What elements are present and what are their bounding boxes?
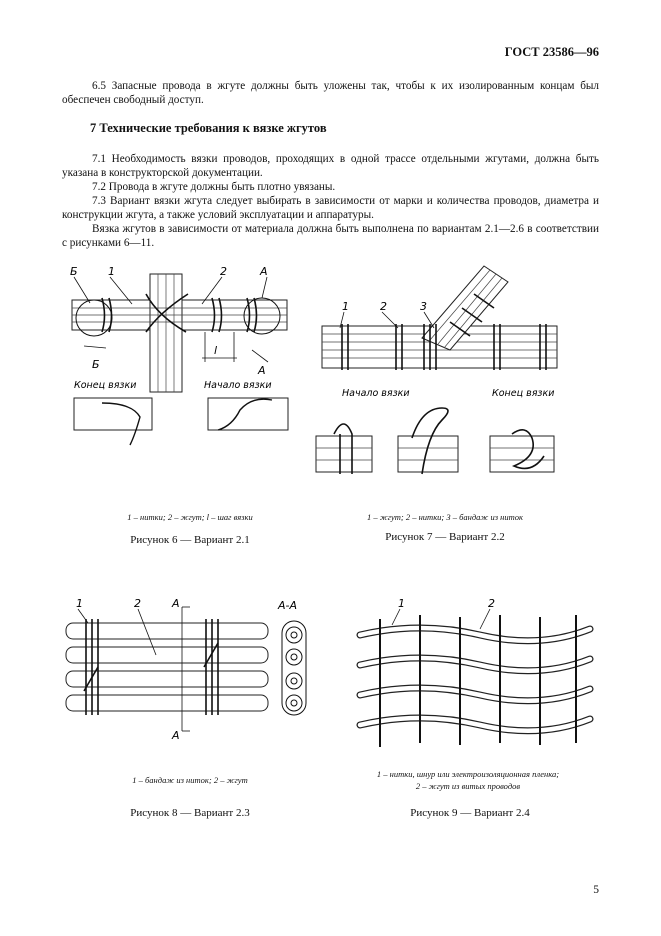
fig6-sub-left: Конец вязки (74, 380, 137, 391)
figure-8-drawing (60, 595, 325, 745)
figure-6-caption: Рисунок 6 — Вариант 2.1 (130, 534, 250, 546)
section-title: 7 Технические требования к вязке жгутов (90, 121, 327, 135)
fig9-label-1: 1 (398, 597, 405, 610)
fig6-label-2: 2 (220, 265, 227, 278)
document-header: ГОСТ 23586—96 (504, 45, 599, 59)
fig6-label-1: 1 (108, 265, 115, 278)
fig8-label-1: 1 (76, 597, 83, 610)
fig9-label-2: 2 (488, 597, 495, 610)
page-number: 5 (593, 884, 599, 896)
figure-9-legend-line-1: 1 – нитки, шнур или электроизоляционная пленка; (376, 769, 560, 779)
figure-8-legend: 1 – бандаж из ниток; 2 – жгут (132, 775, 248, 785)
paragraph-7-3: 7.3 Вариант вязки жгута следует выбирать в зависимости от марки и количества проводов, диаметра и конструкции жгута, а также условий эксплуатации и аппаратуры. (62, 195, 599, 221)
paragraph-7-2: 7.2 Провода в жгуте должны быть плотно увязаны. (92, 181, 336, 193)
fig6-label-a2: А (258, 364, 266, 377)
fig6-sub-right: Начало вязки (204, 380, 272, 391)
fig6-label-b: Б (70, 265, 78, 278)
figure-6-drawing (62, 258, 302, 448)
fig7-sub-left: Начало вязки (342, 388, 410, 399)
figure-8-caption: Рисунок 8 — Вариант 2.3 (130, 807, 250, 819)
paragraph-7-1: 7.1 Необходимость вязки проводов, проходящих в одной трассе отдельными жгутами, должна быть указана в конструкторской документации. (62, 153, 599, 179)
fig7-label-2: 2 (380, 300, 387, 313)
figure-7-legend: 1 – жгут; 2 – нитки; 3 – бандаж из ниток (367, 512, 523, 522)
fig7-label-1: 1 (342, 300, 349, 313)
figure-9-drawing (350, 595, 595, 755)
figure-7-drawing (312, 258, 562, 483)
paragraph-6-5 (62, 79, 599, 107)
section-7-body (62, 152, 599, 250)
figure-9-legend (340, 768, 596, 792)
fig7-label-3: 3 (420, 300, 427, 313)
paragraph-text: 6.5 Запасные провода в жгуте должны быть уложены так, чтобы к их изолированным концам был обеспечен свободный доступ. (62, 80, 599, 106)
figure-6-legend: 1 – нитки; 2 – жгут; l – шаг вязки (127, 512, 253, 522)
fig8-section-label: А-А (278, 599, 298, 612)
fig8-label-2: 2 (134, 597, 141, 610)
fig6-label-b2: Б (92, 358, 100, 371)
fig7-sub-right: Конец вязки (492, 388, 555, 399)
figure-9-legend-line-2: 2 – жгут из витых проводов (415, 781, 521, 791)
fig6-label-a: А (260, 265, 268, 278)
fig8-label-a-top: А (172, 597, 180, 610)
fig8-label-a-bottom: А (172, 729, 180, 742)
figure-7-caption: Рисунок 7 — Вариант 2.2 (385, 531, 505, 543)
paragraph-7-3b: Вязка жгутов в зависимости от материала должна быть выполнена по вариантам 2.1—2.6 в соответствии с рисунками 6—11. (62, 223, 599, 249)
fig6-label-l: l (214, 344, 218, 357)
figure-9-caption: Рисунок 9 — Вариант 2.4 (410, 807, 530, 819)
